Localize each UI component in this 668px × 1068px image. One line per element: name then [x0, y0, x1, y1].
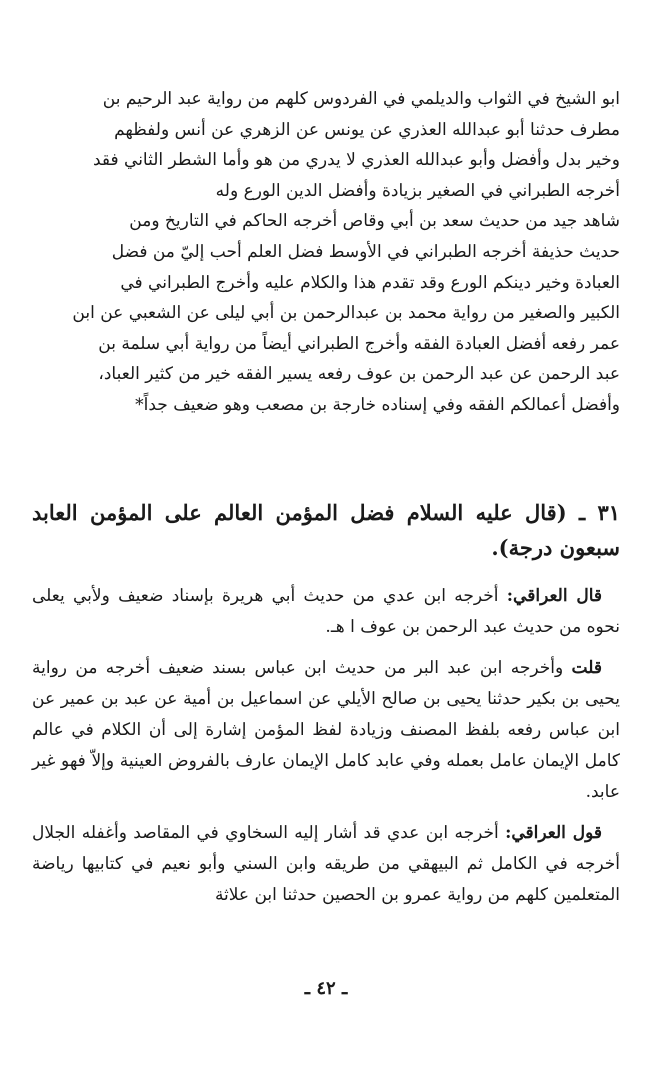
- text-line: وخير بدل وأفضل وأبو عبدالله العذري لا يدري من هو وأما الشطر الثاني فقد: [92, 150, 620, 171]
- text-line: ابو الشيخ في الثواب والديلمي في الفردوس كلهم من رواية عبد الرحيم بن: [102, 89, 620, 109]
- paragraph-lead: قال العراقي:: [506, 585, 602, 606]
- hadith-heading: ٣١ ـ (قال عليه السلام فضل المؤمن العالم على المؤمن العابد سبعون درجة).: [32, 499, 620, 560]
- paragraph-text: وأخرجه ابن عبد البر من حديث ابن عباس بسند ضعيف أخرجه من رواية يحيى بن بكير حدثنا يحيى بن صالح الأيلي عن اسماعيل بن أمية عن عبد بن عمير عن ابن عباس رفعه بلفظ المصنف وزيادة لفظ المؤمن إشارة إلى أن الكلام في عالم كامل الإيمان عامل بعمله وفي عابد كامل الإيمان عارف بالفروض العينية وإلاّ فهو غير عابد.: [32, 657, 620, 802]
- text-line: مطرف حدثنا أبو عبدالله العذري عن يونس عن الزهري عن أنس ولفظهم: [114, 119, 620, 140]
- book-page: [32, 84, 620, 1068]
- commentary-paragraph: [32, 653, 620, 808]
- text-line: العبادة وخير دينكم الورع وقد تقدم هذا والكلام عليه وأخرج الطبراني في: [120, 272, 620, 293]
- text-line: الكبير والصغير من رواية محمد بن عبدالرحمن بن أبي ليلى عن الشعبي عن ابن: [72, 303, 620, 324]
- heading-spacer: [32, 565, 620, 581]
- continuation-text: [32, 84, 620, 421]
- section-spacer: [32, 421, 620, 495]
- text-line: شاهد جيد من حديث سعد بن أبي وقاص أخرجه الحاكم في التاريخ ومن: [129, 211, 620, 232]
- text-line: عمر رفعه أفضل العبادة الفقه وأخرج الطبراني أيضاً من رواية أبي سلمة بن: [98, 333, 620, 354]
- commentary-paragraph: [32, 581, 620, 643]
- text-line: حديث حذيفة أخرجه الطبراني في الأوسط فضل العلم أحب إليّ من فضل: [111, 241, 620, 262]
- page-number: ـ ٤٢ ـ: [304, 978, 348, 999]
- text-line: أخرجه الطبراني في الصغير بزيادة وأفضل الدين الورع وله: [215, 180, 620, 201]
- paragraph-text: أخرجه ابن عدي من حديث أبي هريرة بإسناد ضعيف ولأبي يعلى نحوه من حديث عبد الرحمن بن عوف ا هـ.: [32, 585, 620, 637]
- paragraph-lead: قول العراقي:: [505, 822, 603, 843]
- paragraph-text: أخرجه ابن عدي قد أشار إليه السخاوي في المقاصد وأغفله الجلال أخرجه في الكامل ثم البيهقي من طريقه وابن السني وأبو نعيم في كتابيها رياضة المتعلمين كلهم من رواية عمرو بن الحصين حدثنا ابن علاثة: [32, 822, 620, 905]
- paragraph-lead: قلت: [571, 657, 602, 678]
- text-line: وأفضل أعمالكم الفقه وفي إسناده خارجة بن مصعب وهو ضعيف جداً*: [135, 394, 620, 415]
- text-line: عبد الرحمن عن عبد الرحمن بن عوف رفعه يسير الفقه خير من كثير العباد،: [98, 364, 620, 385]
- commentary-paragraph: [32, 818, 620, 911]
